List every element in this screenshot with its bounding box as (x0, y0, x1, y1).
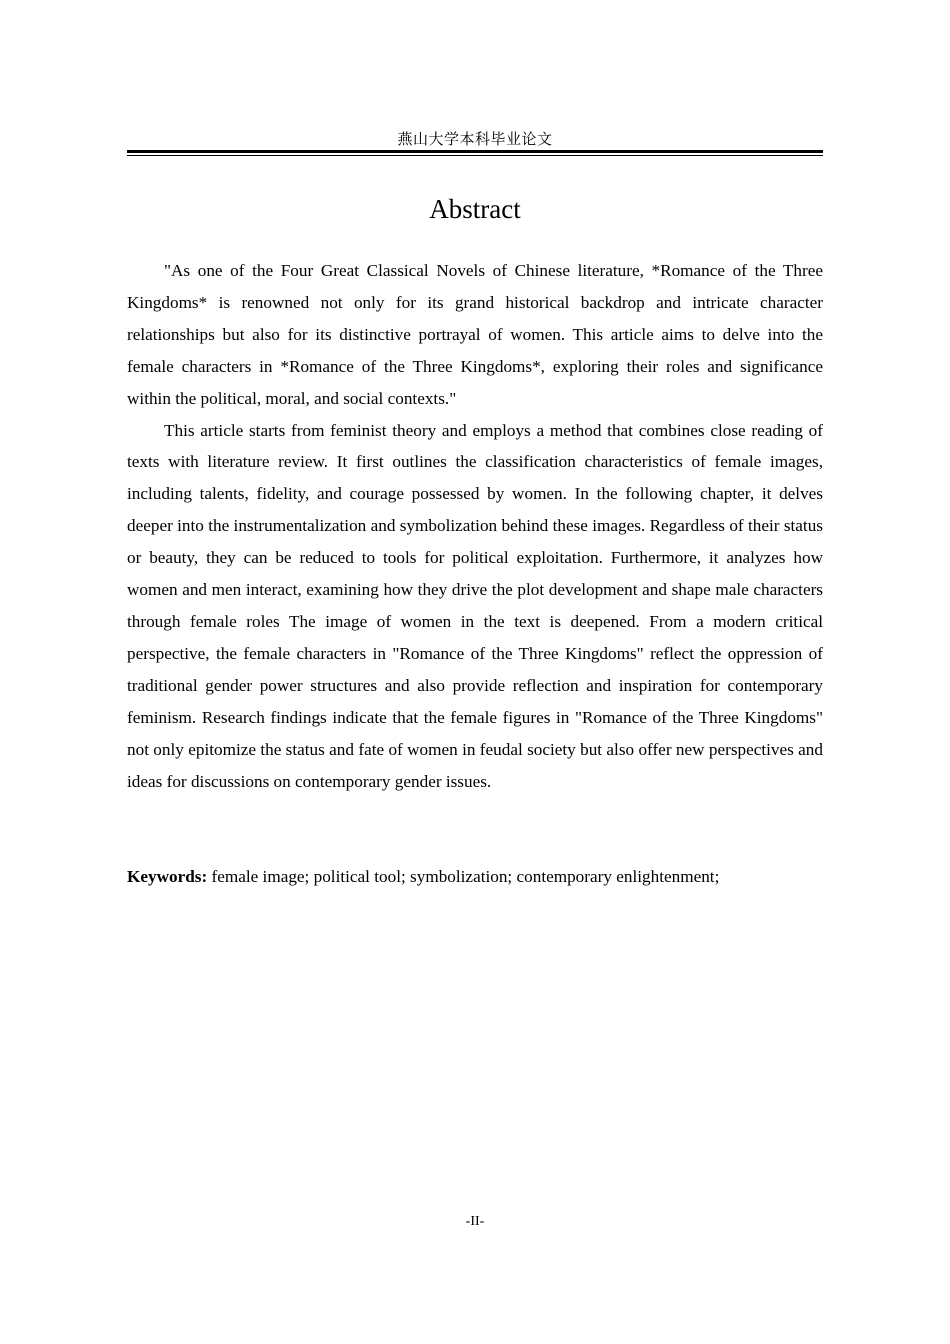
header-rule-thick (127, 150, 823, 153)
page-title: Abstract (429, 194, 521, 224)
abstract-body (127, 255, 823, 797)
keywords-text: female image; political tool; symbolization; contemporary enlightenment; (207, 867, 720, 886)
keywords-line (127, 861, 823, 893)
page-number: -II- (465, 1214, 485, 1229)
abstract-paragraph-2: This article starts from feminist theory and employs a method that combines close reading of texts with literature review. It first outlines the classification characteristics of female images, including talents, fidelity, and courage possessed by women. In the following chapter, it delves deeper into the instrumentalization and symbolization behind these images. Regardless of their status or beauty, they can be reduced to tools for political exploitation. Furthermore, it analyzes how women and men interact, examining how they drive the plot development and shape male characters through female roles The image of women in the text is deepened. From a modern critical perspective, the female characters in "Romance of the Three Kingdoms" reflect the oppression of traditional gender power structures and also provide reflection and inspiration for contemporary feminism. Research findings indicate that the female figures in "Romance of the Three Kingdoms" not only epitomize the status and fate of women in feudal society but also offer new perspectives and ideas for discussions on contemporary gender issues. (127, 420, 823, 791)
abstract-paragraph-1: "As one of the Four Great Classical Novels of Chinese literature, *Romance of the Three Kingdoms* is renowned not only for its grand historical backdrop and intricate character relationships but also for its distinctive portrayal of women. This article aims to delve into the female characters in *Romance of the Three Kingdoms*, exploring their roles and significance within the political, moral, and social contexts." (127, 261, 823, 408)
header-rule-thin (127, 155, 823, 156)
running-header: 燕山大学本科毕业论文 (397, 130, 553, 148)
keywords-label: Keywords: (127, 867, 208, 886)
